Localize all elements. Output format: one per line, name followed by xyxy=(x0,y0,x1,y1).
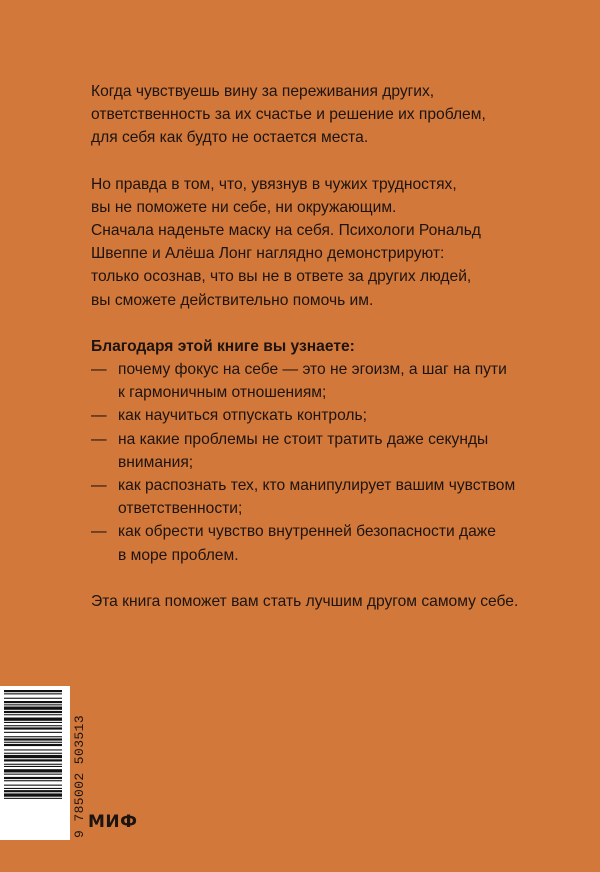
main-paragraph xyxy=(91,173,571,312)
bullet-list xyxy=(91,358,571,567)
bullet-line: как обрести чувство внутренней безопасности даже xyxy=(118,523,496,541)
bullet-line: внимания; xyxy=(118,453,194,471)
barcode-bar xyxy=(4,753,62,754)
text-line: Швеппе и Алёша Лонг наглядно демонстрируют: xyxy=(91,245,445,263)
barcode-bar xyxy=(4,736,62,737)
barcode-bar xyxy=(4,701,62,703)
bullet-item xyxy=(91,404,571,427)
bullet-dash: — xyxy=(91,523,107,541)
barcode-bar xyxy=(4,793,62,796)
isbn-barcode xyxy=(0,686,70,840)
barcode-bar xyxy=(4,764,62,765)
bullet-item xyxy=(91,428,571,474)
barcode-bar xyxy=(4,790,62,792)
barcode-bar xyxy=(4,738,62,740)
barcode-bar xyxy=(4,711,62,713)
text-line: только осознав, что вы не в ответе за других людей, xyxy=(91,268,472,286)
barcode-bar xyxy=(4,749,62,750)
bullet-line: как научиться отпускать контроль; xyxy=(118,407,367,425)
bullet-dash: — xyxy=(91,407,107,425)
bullet-item xyxy=(91,474,571,520)
barcode-bar xyxy=(4,714,62,715)
barcode-bar xyxy=(4,732,62,733)
text-line: вы не поможете ни себе, ни окружающим. xyxy=(91,198,397,216)
barcode-bar xyxy=(4,798,62,799)
barcode-bar xyxy=(4,704,62,705)
barcode-bar xyxy=(4,780,62,781)
barcode-bar xyxy=(4,755,62,758)
barcode-bar xyxy=(4,744,62,746)
barcode-bar xyxy=(4,722,62,723)
bullet-line: к гармоничным отношениям; xyxy=(118,384,327,402)
barcode-bar xyxy=(4,693,62,694)
barcode-bar xyxy=(4,777,62,779)
barcode-icon xyxy=(0,686,70,840)
intro-paragraph xyxy=(91,80,571,150)
closing-line: Эта книга поможет вам стать лучшим другом самому себе. xyxy=(91,592,519,610)
back-cover-text xyxy=(91,80,571,636)
barcode-bar xyxy=(4,785,62,786)
isbn-number: 9 785002 503513 xyxy=(72,714,87,838)
text-line: вы сможете действительно помочь им. xyxy=(91,291,374,309)
barcode-bar xyxy=(4,698,62,699)
text-line: Сначала наденьте маску на себя. Психологи Рональд xyxy=(91,222,481,240)
text-line: Но правда в том, что, увязнув в чужих трудностях, xyxy=(91,175,457,193)
text-line: для себя как будто не остается места. xyxy=(91,129,369,147)
barcode-bar xyxy=(4,725,62,726)
barcode-bar xyxy=(4,769,62,772)
bullet-dash: — xyxy=(91,430,107,448)
publisher-logo: МИФ xyxy=(88,812,138,832)
barcode-bar xyxy=(4,707,62,710)
barcode-bar xyxy=(4,759,62,761)
barcode-bar xyxy=(4,788,62,789)
barcode-bar xyxy=(4,742,62,743)
learn-heading: Благодаря этой книге вы узнаете: xyxy=(91,337,355,355)
bullet-line: на какие проблемы не стоит тратить даже секунды xyxy=(118,430,489,448)
barcode-bar xyxy=(4,766,62,767)
bullet-item xyxy=(91,520,571,566)
barcode-bar xyxy=(4,690,62,692)
bullet-line: почему фокус на себе — это не эгоизм, а шаг на пути xyxy=(118,361,507,379)
text-line: ответственность за их счастье и решение их проблем, xyxy=(91,106,486,124)
barcode-bar xyxy=(4,718,62,721)
bullet-dash: — xyxy=(91,477,107,495)
bullet-line: как распознать тех, кто манипулирует вашим чувством xyxy=(118,477,516,495)
bullet-item xyxy=(91,358,571,404)
bullet-line: ответственности; xyxy=(118,500,243,518)
barcode-bar xyxy=(4,774,62,775)
barcode-bar xyxy=(4,727,62,729)
bullet-line: в море проблем. xyxy=(118,546,239,564)
bullet-dash: — xyxy=(91,361,107,379)
text-line: Когда чувствуешь вину за переживания других, xyxy=(91,83,435,100)
